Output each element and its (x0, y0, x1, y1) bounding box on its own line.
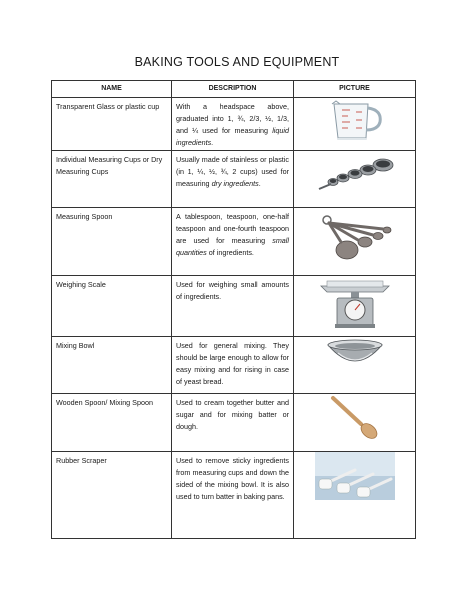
description-text: Used for weighing small amounts of ingredients. (176, 280, 289, 301)
tool-description (172, 337, 293, 388)
picture-cell (294, 452, 416, 539)
header-picture: PICTURE (294, 81, 416, 98)
picture-cell (294, 337, 416, 394)
description-cell (172, 337, 294, 394)
name-cell (52, 208, 172, 276)
description-emphasis: dry ingredients (211, 179, 259, 188)
dry-measuring-cups-icon (294, 151, 415, 191)
rubber-scraper-icon (294, 452, 415, 500)
mixing-bowl-icon (294, 337, 415, 371)
header-name: NAME (52, 81, 172, 98)
tool-name: Transparent Glass or plastic cup (56, 102, 160, 111)
description-emphasis: liquid ingredients (176, 126, 289, 147)
description-tail: of ingredients. (206, 248, 254, 257)
name-cell (52, 452, 172, 539)
tool-name: Wooden Spoon/ Mixing Spoon (56, 398, 153, 407)
tool-description (172, 208, 293, 259)
picture-cell (294, 276, 416, 337)
tool-description (172, 151, 293, 190)
tool-name: Rubber Scraper (56, 456, 107, 465)
description-text: Used to remove sticky ingredients from measuring cups and down the sided of the mixing bowl. It is also used to turn batter in baking pans. (176, 456, 289, 501)
description-cell (172, 394, 294, 452)
table-row (52, 98, 416, 151)
table-row (52, 208, 416, 276)
wooden-spoon-icon (294, 394, 415, 442)
tool-name: Weighing Scale (56, 280, 106, 289)
tool-description (172, 452, 293, 503)
table-row (52, 452, 416, 539)
name-cell (52, 151, 172, 208)
description-text: A tablespoon, teaspoon, one-half teaspoon and one-fourth teaspoon are used for measuring (176, 212, 289, 245)
tool-name: Mixing Bowl (56, 341, 95, 350)
description-cell (172, 98, 294, 151)
name-cell (52, 276, 172, 337)
picture-cell (294, 208, 416, 276)
description-text: Used for general mixing. They should be large enough to allow for easy mixing and for rising in case of yeast bread. (176, 341, 289, 386)
weighing-scale-icon (294, 276, 415, 330)
picture-cell (294, 98, 416, 151)
table-row (52, 337, 416, 394)
description-cell (172, 452, 294, 539)
description-text: With a headspace above, graduated into 1, ¾, 2/3, ½, 1/3, and ¼ used for measuring (176, 102, 289, 135)
tool-name: Measuring Spoon (56, 212, 113, 221)
description-emphasis: small quantities (176, 236, 289, 257)
table-row (52, 151, 416, 208)
tool-description (172, 276, 293, 303)
tool-description (172, 98, 293, 149)
description-text: Used to cream together butter and sugar and for mixing batter or dough. (176, 398, 289, 431)
header-description: DESCRIPTION (172, 81, 294, 98)
tool-name: Individual Measuring Cups or Dry Measuring Cups (56, 155, 163, 176)
table-row (52, 276, 416, 337)
picture-cell (294, 151, 416, 208)
measuring-spoons-icon (294, 208, 415, 264)
page-title: BAKING TOOLS AND EQUIPMENT (134, 55, 340, 69)
table-header-row (52, 81, 416, 98)
measuring-glass-cup-icon (294, 98, 415, 142)
name-cell (52, 98, 172, 151)
picture-cell (294, 394, 416, 452)
name-cell (52, 337, 172, 394)
description-cell (172, 151, 294, 208)
description-tail: . (258, 179, 261, 188)
description-text: Usually made of stainless or plastic (in 1, ¼, ½, ¾, 2 cups) used for measuring (176, 155, 289, 188)
description-tail: . (211, 138, 214, 147)
table-row (52, 394, 416, 452)
description-cell (172, 208, 294, 276)
tool-description (172, 394, 293, 433)
baking-tools-table (51, 80, 416, 539)
description-cell (172, 276, 294, 337)
name-cell (52, 394, 172, 452)
